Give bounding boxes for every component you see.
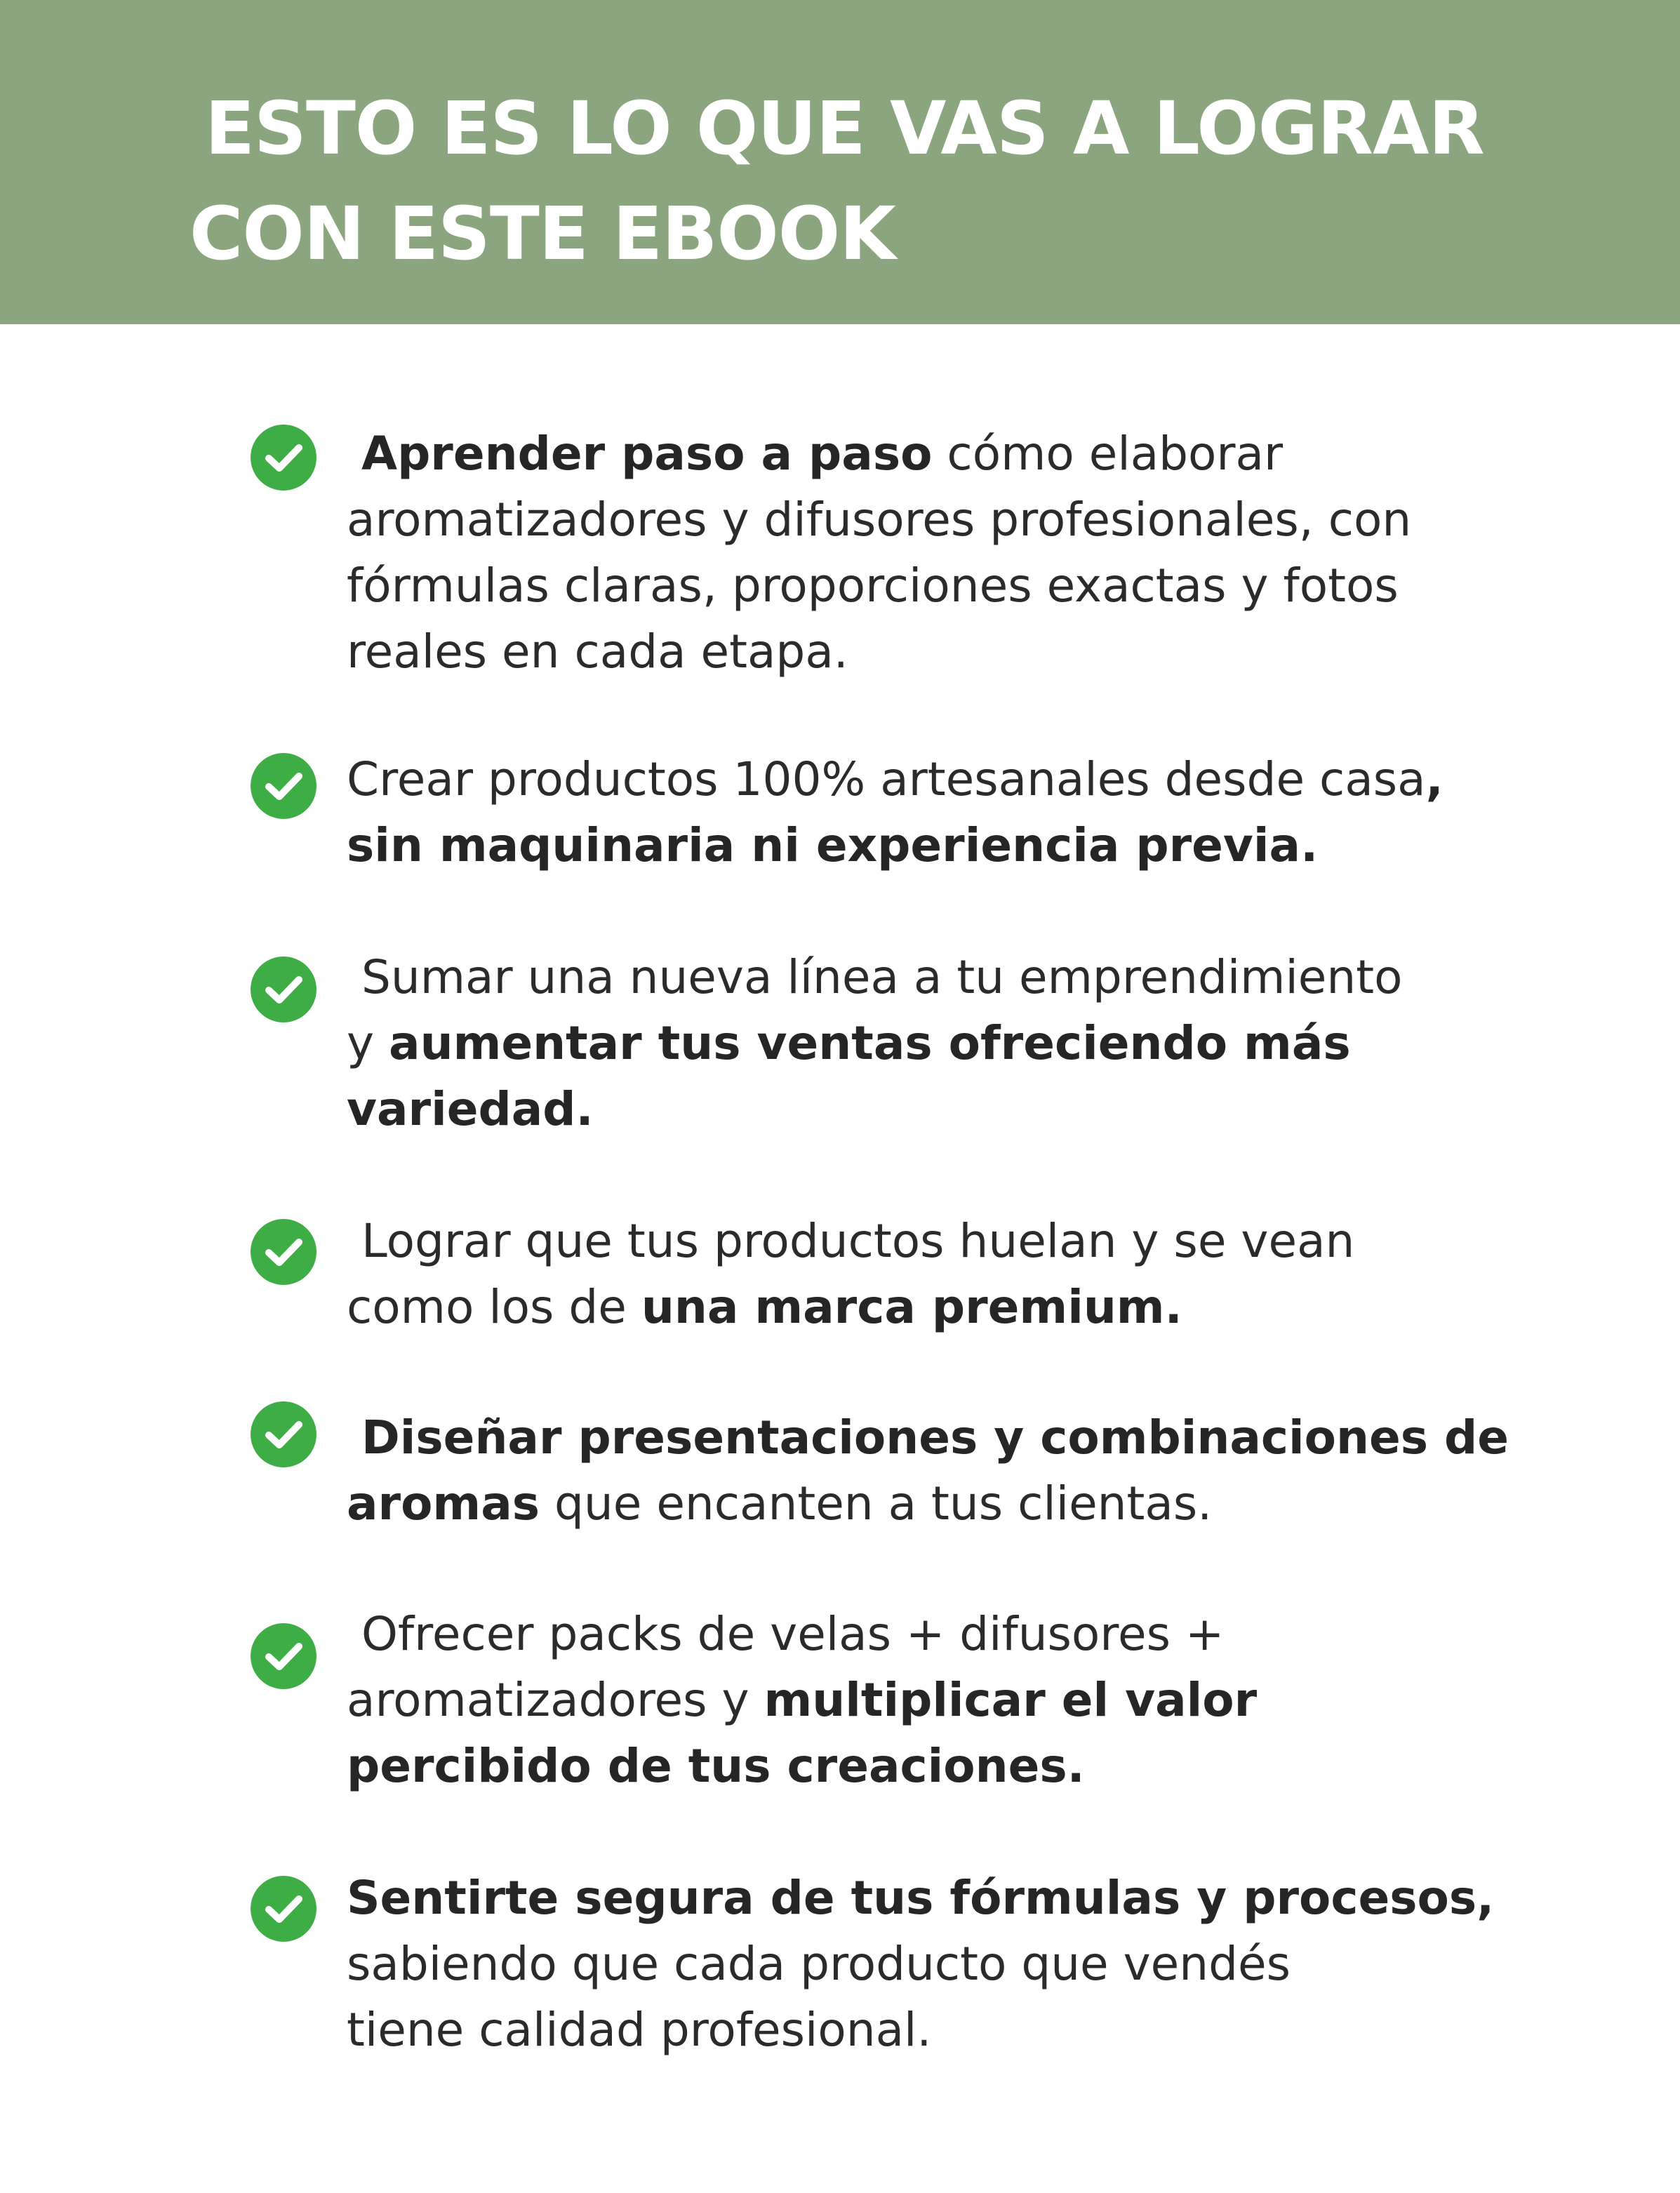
- body-text: Crear productos 100% artesanales desde casa: [347, 752, 1426, 806]
- benefit-text-line: [347, 1076, 1526, 1142]
- bold-text: aromas: [347, 1477, 540, 1531]
- body-text: aromatizadores y difusores profesionales, con: [347, 493, 1412, 547]
- body-text: como los de: [347, 1280, 641, 1334]
- header-banner: [0, 0, 1680, 324]
- body-text: [347, 1411, 361, 1465]
- benefit-text-line: [347, 1931, 1526, 1997]
- bold-text: percibido de tus creaciones.: [347, 1739, 1085, 1793]
- bold-text: ,: [1425, 752, 1444, 806]
- benefit-text: [347, 1601, 1526, 1799]
- body-text: [347, 427, 361, 481]
- check-circle-icon: [250, 1622, 317, 1690]
- body-text: fórmulas claras, proporciones exactas y fotos: [347, 559, 1399, 613]
- benefit-text-line: [347, 1667, 1526, 1733]
- body-text: aromatizadores y: [347, 1673, 764, 1727]
- check-circle-icon: [250, 956, 317, 1023]
- check-circle-icon: [250, 1875, 317, 1942]
- benefit-text-line: [347, 1997, 1526, 2063]
- benefit-text-line: [347, 1601, 1526, 1667]
- benefit-text-line: [347, 1011, 1526, 1076]
- body-text: cómo elaborar: [932, 427, 1284, 481]
- check-circle-icon: [250, 1401, 317, 1468]
- page-title-line-2: CON ESTE EBOOK: [189, 191, 895, 276]
- body-text: Sumar una nueva línea a tu emprendimiento: [347, 950, 1403, 1004]
- benefit-text: [347, 945, 1526, 1142]
- check-circle-icon: [250, 424, 317, 491]
- bold-text: multiplicar el valor: [764, 1673, 1258, 1727]
- bold-text: Sentirte segura de tus fórmulas y procesos,: [347, 1871, 1495, 1925]
- benefit-text-line: [347, 1274, 1526, 1340]
- bold-text: variedad.: [347, 1082, 594, 1136]
- bold-text: aumentar tus ventas ofreciendo más: [389, 1016, 1351, 1070]
- benefit-text-line: [347, 747, 1526, 813]
- benefit-text-line: [347, 813, 1526, 879]
- benefit-text: [347, 747, 1526, 879]
- bold-text: Diseñar presentaciones y combinaciones de: [361, 1411, 1509, 1465]
- body-text: y: [347, 1016, 389, 1070]
- body-text: Ofrecer packs de velas + difusores +: [347, 1607, 1225, 1661]
- check-circle-icon: [250, 752, 317, 820]
- bold-text: una marca premium.: [641, 1280, 1182, 1334]
- benefit-text: [347, 421, 1526, 685]
- check-circle-icon: [250, 1218, 317, 1286]
- benefit-text-line: [347, 1865, 1526, 1931]
- bold-text: sin maquinaria ni experiencia previa.: [347, 818, 1319, 872]
- body-text: sabiendo que cada producto que vendés: [347, 1937, 1291, 1991]
- benefit-text: [347, 1865, 1526, 2063]
- benefit-text-line: [347, 619, 1526, 685]
- benefit-text: [347, 1208, 1526, 1340]
- benefit-text-line: [347, 945, 1526, 1011]
- benefit-text-line: [347, 1405, 1526, 1471]
- benefit-text-line: [347, 553, 1526, 619]
- page-title-line-1: ESTO ES LO QUE VAS A LOGRAR: [205, 86, 1484, 171]
- body-text: que encanten a tus clientas.: [540, 1477, 1213, 1531]
- benefit-text: [347, 1405, 1526, 1537]
- benefit-text-line: [347, 1733, 1526, 1799]
- bold-text: Aprender paso a paso: [361, 427, 933, 481]
- body-text: tiene calidad profesional.: [347, 2003, 932, 2057]
- body-text: reales en cada etapa.: [347, 625, 848, 679]
- benefit-text-line: [347, 487, 1526, 553]
- benefit-text-line: [347, 421, 1526, 487]
- benefit-text-line: [347, 1471, 1526, 1537]
- benefit-text-line: [347, 1208, 1526, 1274]
- body-text: Lograr que tus productos huelan y se vean: [347, 1214, 1355, 1268]
